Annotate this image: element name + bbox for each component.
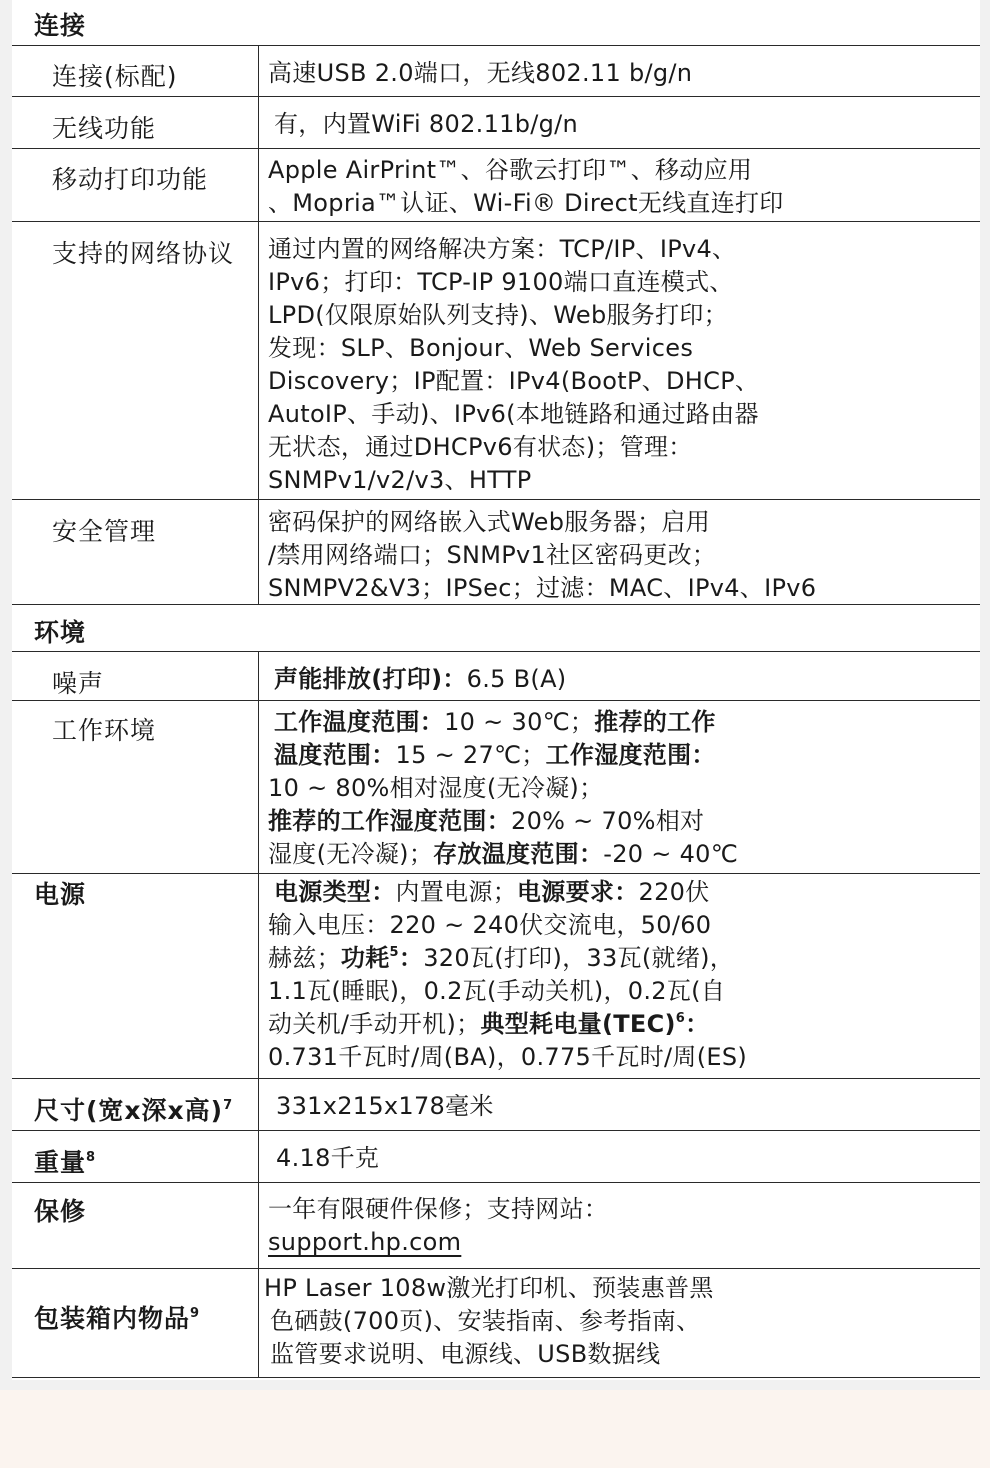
section-dimensions [34, 1091, 233, 1127]
value-line: SNMPv1/v2/v3、HTTP [268, 466, 532, 494]
rec-hum-key: 推荐的工作湿度范围： [268, 807, 511, 835]
rec-hum-value: 湿度(无冷凝)； [268, 840, 434, 868]
rec-temp-value: 15 ~ 27℃； [395, 741, 546, 769]
value-line: Apple AirPrint™、谷歌云打印™、移动应用 [268, 156, 753, 184]
power-req-value: 220伏 [638, 878, 710, 906]
label-wireless: 无线功能 [52, 114, 157, 143]
footnote-marker: 9 [190, 1306, 201, 1321]
value-power [268, 876, 968, 1074]
section-power: 电源 [34, 880, 87, 909]
value-box-contents [264, 1272, 964, 1371]
rec-temp-key: 推荐的工作 [594, 708, 716, 736]
consumption-value: 1.1瓦(睡眠)，0.2瓦(手动关机)，0.2瓦(自 [268, 977, 726, 1005]
power-req-key: 电源要求： [517, 878, 639, 906]
value-mobile-printing [268, 154, 968, 220]
warranty-text: 一年有限硬件保修；支持网站： [268, 1195, 609, 1223]
section-box-contents [34, 1299, 200, 1335]
rec-temp-key: 温度范围： [274, 741, 396, 769]
row-divider [12, 1377, 980, 1378]
row-divider [12, 873, 980, 874]
value-line: HP Laser 108w激光打印机、预装惠普黑 [264, 1274, 714, 1302]
row-divider [12, 700, 980, 701]
storage-value: -20 ~ 40℃ [603, 840, 739, 868]
value-dimensions [276, 1090, 976, 1123]
value-noise [274, 663, 974, 696]
dimensions-value: 331x215x178毫米 [276, 1092, 494, 1120]
value-line: SNMPV2&V3；IPSec；过滤：MAC、IPv4、IPv6 [268, 574, 817, 602]
value-weight [276, 1142, 976, 1175]
footnote-marker: 7 [223, 1098, 234, 1113]
label-connectivity-standard: 连接(标配) [52, 62, 178, 91]
column-divider [258, 652, 259, 1378]
power-type-key: 电源类型： [274, 878, 396, 906]
op-hum-key: 工作湿度范围： [545, 741, 716, 769]
column-divider [258, 46, 259, 605]
tec-value: 0.731千瓦时/周(BA)，0.775千瓦时/周(ES) [268, 1043, 748, 1071]
section-environment: 环境 [34, 618, 87, 647]
dimensions-label: 尺寸(宽x深x高) [34, 1096, 224, 1125]
row-divider [12, 1130, 980, 1131]
row-divider [12, 148, 980, 149]
value-operating-environment [268, 706, 968, 871]
value-line: /禁用网络端口；SNMPv1社区密码更改； [268, 541, 717, 569]
power-req-value: 输入电压：220 ~ 240伏交流电，50/60 [268, 911, 712, 939]
consumption-key: 功耗 [340, 944, 390, 972]
value-line: 色硒鼓(700页)、安装指南、参考指南、 [270, 1307, 701, 1335]
storage-key: 存放温度范围： [433, 840, 604, 868]
label-security: 安全管理 [52, 517, 157, 546]
row-divider [12, 96, 980, 97]
weight-label: 重量 [34, 1148, 87, 1177]
box-contents-label: 包装箱内物品 [34, 1304, 191, 1333]
value-line: LPD(仅限原始队列支持)、Web服务打印； [268, 301, 728, 329]
footnote-marker: 5 [389, 945, 399, 960]
noise-key: 声能排放(打印)： [274, 665, 467, 693]
consumption-value: 动关机/手动开机)； [268, 1010, 481, 1038]
consumption-value: 320瓦(打印)，33瓦(就绪)， [423, 944, 735, 972]
value-line: AutoIP、手动)、IPv6(本地链路和通过路由器 [268, 400, 759, 428]
value-connectivity-standard [268, 57, 968, 90]
row-divider [12, 1182, 980, 1183]
row-divider [12, 651, 980, 652]
tec-key: 典型耗电量(TEC) [480, 1010, 676, 1038]
support-link[interactable]: support.hp.com [268, 1228, 462, 1256]
value-wireless [274, 108, 974, 141]
op-temp-key: 工作温度范围： [274, 708, 445, 736]
row-divider [12, 45, 980, 46]
tec-colon: ： [685, 1010, 710, 1038]
consumption-colon: ： [398, 944, 424, 972]
power-req-value: 赫兹； [268, 944, 341, 972]
op-hum-value: 10 ~ 80%相对湿度(无冷凝)； [268, 774, 604, 802]
value-line: Discovery；IP配置：IPv4(BootP、DHCP、 [268, 367, 760, 395]
value-line: 、Mopria™认证、Wi-Fi® Direct无线直连打印 [268, 189, 784, 217]
label-noise: 噪声 [52, 669, 105, 698]
value-network-protocols [268, 233, 968, 497]
value-text: 有，内置WiFi 802.11b/g/n [274, 110, 579, 138]
weight-value: 4.18千克 [276, 1144, 380, 1172]
noise-value: 6.5 B(A) [466, 665, 567, 693]
value-line: 无状态，通过DHCPv6有状态)；管理： [268, 433, 693, 461]
value-text: 高速USB 2.0端口，无线802.11 b/g/n [268, 59, 693, 87]
value-line: 监管要求说明、电源线、USB数据线 [270, 1340, 661, 1368]
row-divider [12, 1078, 980, 1079]
row-divider [12, 1268, 980, 1269]
value-security [268, 506, 968, 605]
value-line: 发现：SLP、Bonjour、Web Services [268, 334, 694, 362]
section-warranty: 保修 [34, 1197, 87, 1226]
spec-table [12, 0, 980, 1380]
row-divider [12, 499, 980, 500]
value-warranty [268, 1193, 968, 1259]
section-connectivity: 连接 [34, 11, 87, 40]
op-temp-value: 10 ~ 30℃； [444, 708, 595, 736]
footnote-marker: 6 [675, 1011, 686, 1026]
label-network-protocols: 支持的网络协议 [52, 239, 235, 268]
value-line: 通过内置的网络解决方案：TCP/IP、IPv4、 [268, 235, 737, 263]
section-weight [34, 1143, 96, 1179]
value-line: IPv6；打印：TCP-IP 9100端口直连模式、 [268, 268, 734, 296]
row-divider [12, 221, 980, 222]
label-operating-environment: 工作环境 [52, 716, 157, 745]
value-line: 密码保护的网络嵌入式Web服务器；启用 [268, 508, 711, 536]
power-type-value: 内置电源； [395, 878, 517, 906]
rec-hum-value: 20% ~ 70%相对 [511, 807, 705, 835]
footnote-marker: 8 [86, 1150, 97, 1165]
label-mobile-printing: 移动打印功能 [52, 165, 209, 194]
